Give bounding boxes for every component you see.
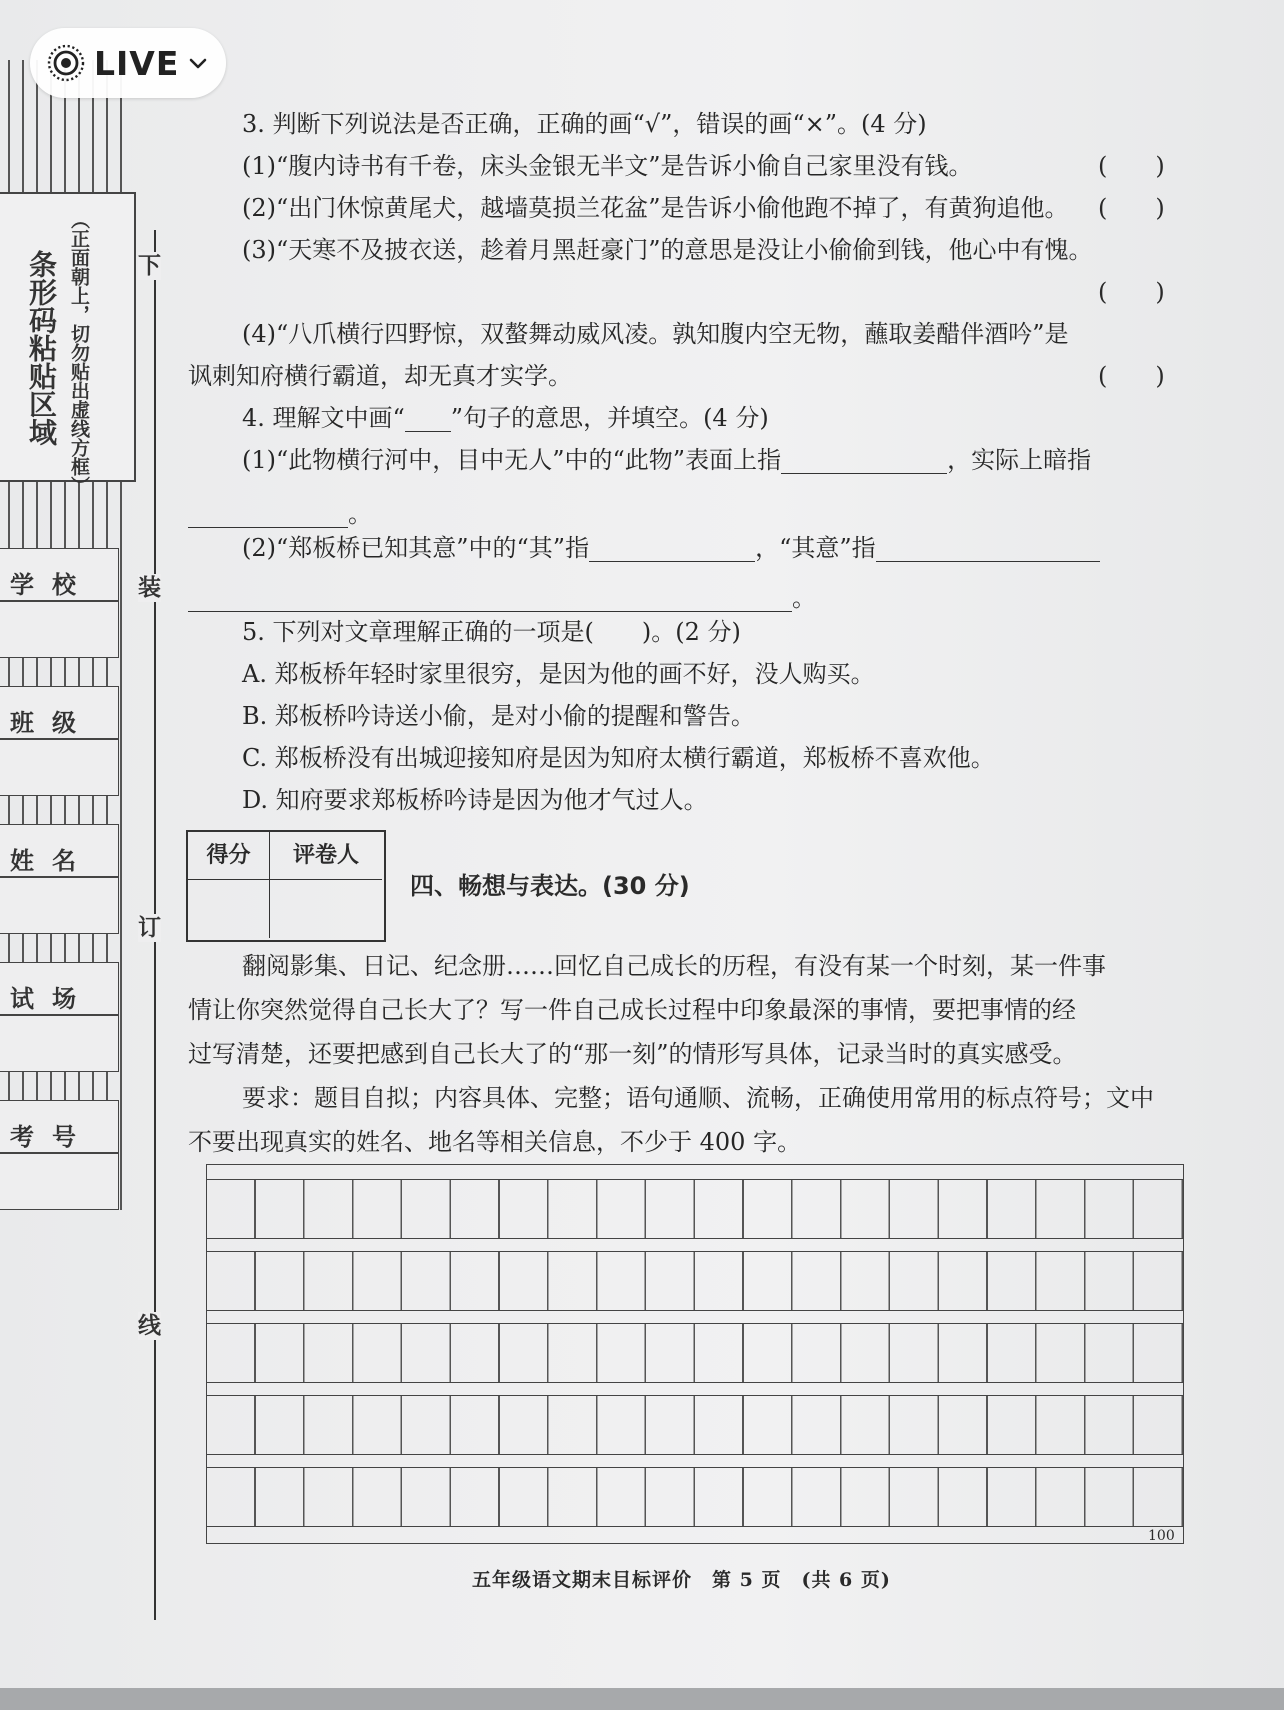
q4-item-2-text: (2)“郑板桥已知其意”中的“其”指 (242, 534, 590, 562)
q4-item-1 (242, 440, 1091, 475)
class-label: 班级 (10, 709, 94, 737)
section-4-title: 四、畅想与表达。(30 分) (410, 872, 690, 900)
q5-option-d: D. 知府要求郑板桥吟诗是因为他才气过人。 (242, 786, 708, 814)
q4-blank-1[interactable] (781, 447, 947, 474)
q3-item-4-cont: 讽刺知府横行霸道，却无真才实学。 (188, 362, 572, 390)
live-label: LIVE (94, 43, 180, 83)
binding-char-xian: 线 (138, 1313, 161, 1339)
q3-item-2: (2)“出门休惊黄尾犬，越墙莫损兰花盆”是告诉小偷他跑不掉了，有黄狗追他。 (242, 194, 1069, 222)
q4-title (242, 398, 769, 433)
q4-title-pre: 4. 理解文中画“ (242, 404, 405, 432)
q4-item-1-mid: ，实际上暗指 (947, 446, 1092, 474)
q4-item-1-cont (188, 494, 372, 529)
q3-item-3: (3)“天寒不及披衣送，趁着月黑赶豪门”的意思是没让小偷偷到钱，他心中有愧。 (242, 236, 1093, 264)
live-photo-icon (46, 43, 86, 83)
q3-answer-1[interactable]: ( ) (1098, 152, 1165, 180)
screen-bottom-edge (0, 1688, 1284, 1710)
prompt-line-1: 翻阅影集、日记、纪念册……回忆自己成长的历程，有没有某一个时刻，某一件事 (242, 952, 1106, 980)
page-footer: 五年级语文期末目标评价 第 5 页 (共 6 页) (472, 1569, 891, 1591)
q4-blank-4[interactable] (876, 535, 1100, 562)
barcode-area-label: 条形码粘贴区域 (25, 250, 58, 446)
name-label: 姓名 (10, 847, 94, 875)
q5-option-c: C. 郑板桥没有出城迎接知府是因为知府太横行霸道，郑板桥不喜欢他。 (242, 744, 995, 772)
q4-blank-5[interactable] (188, 585, 792, 612)
q4-item-1-text: (1)“此物横行河中，目中无人”中的“此物”表面上指 (242, 446, 782, 474)
writing-grid-row[interactable] (207, 1251, 1183, 1311)
prompt-line-3: 过写清楚，还要把感到自己长大了的“那一刻”的情形写具体，记录当时的真实感受。 (188, 1040, 1077, 1068)
score-header: 得分 (188, 832, 270, 880)
writing-grid-row[interactable] (207, 1467, 1183, 1527)
q3-item-1: (1)“腹内诗书有千卷，床头金银无半文”是告诉小偷自己家里没有钱。 (242, 152, 973, 180)
exam-number-label: 考号 (10, 1123, 94, 1151)
writing-grid-row[interactable] (207, 1323, 1183, 1383)
q5-option-a: A. 郑板桥年轻时家里很穷，是因为他的画不好，没人购买。 (242, 660, 875, 688)
exam-room-label: 试场 (10, 985, 94, 1013)
binding-char-xia: 下 (138, 253, 161, 279)
grader-cell[interactable] (270, 880, 382, 938)
requirement-line-2: 不要出现真实的姓名、地名等相关信息，不少于 400 字。 (188, 1128, 802, 1156)
q3-answer-4[interactable]: ( ) (1098, 362, 1165, 390)
grader-header: 评卷人 (270, 832, 382, 880)
q4-item-2-end: 。 (792, 584, 816, 612)
q4-underline-sample (405, 405, 451, 432)
q3-answer-2[interactable]: ( ) (1098, 194, 1165, 222)
grid-count-label: 100 (1148, 1528, 1175, 1544)
requirement-line-1: 要求：题目自拟；内容具体、完整；语句通顺、流畅，正确使用常用的标点符号；文中 (242, 1084, 1154, 1112)
q4-blank-3[interactable] (589, 535, 755, 562)
q4-item-2-mid: ，“其意”指 (755, 534, 876, 562)
binding-char-zhuang: 装 (138, 575, 161, 601)
binding-char-ding: 订 (138, 915, 161, 941)
q4-item-2 (242, 528, 1100, 563)
q4-blank-2[interactable] (188, 501, 348, 528)
q4-item-1-end: 。 (348, 500, 372, 528)
q5-option-b: B. 郑板桥吟诗送小偷，是对小偷的提醒和警告。 (242, 702, 755, 730)
writing-grid[interactable] (206, 1164, 1184, 1544)
writing-grid-row[interactable] (207, 1179, 1183, 1239)
q3-answer-3[interactable]: ( ) (1098, 278, 1165, 306)
q4-item-2-cont (188, 578, 816, 613)
score-cell[interactable] (188, 880, 270, 938)
q3-item-4: (4)“八爪横行四野惊，双螯舞动威风凌。孰知腹内空无物，蘸取姜醋伴酒吟”是 (242, 320, 1069, 348)
q4-title-post: ”句子的意思，并填空。(4 分) (450, 404, 769, 432)
score-table (186, 830, 386, 942)
school-label: 学校 (10, 571, 94, 599)
barcode-area-note: （正面朝上，切勿贴出虚线方框） (68, 210, 90, 495)
prompt-line-2: 情让你突然觉得自己长大了？写一件自己成长过程中印象最深的事情，要把事情的经 (188, 996, 1076, 1024)
q5-title: 5. 下列对文章理解正确的一项是( )。(2 分) (242, 618, 741, 646)
live-photo-badge[interactable] (30, 28, 226, 98)
chevron-down-icon (187, 52, 209, 74)
q3-title: 3. 判断下列说法是否正确，正确的画“√”，错误的画“×”。(4 分) (242, 110, 927, 138)
writing-grid-row[interactable] (207, 1395, 1183, 1455)
